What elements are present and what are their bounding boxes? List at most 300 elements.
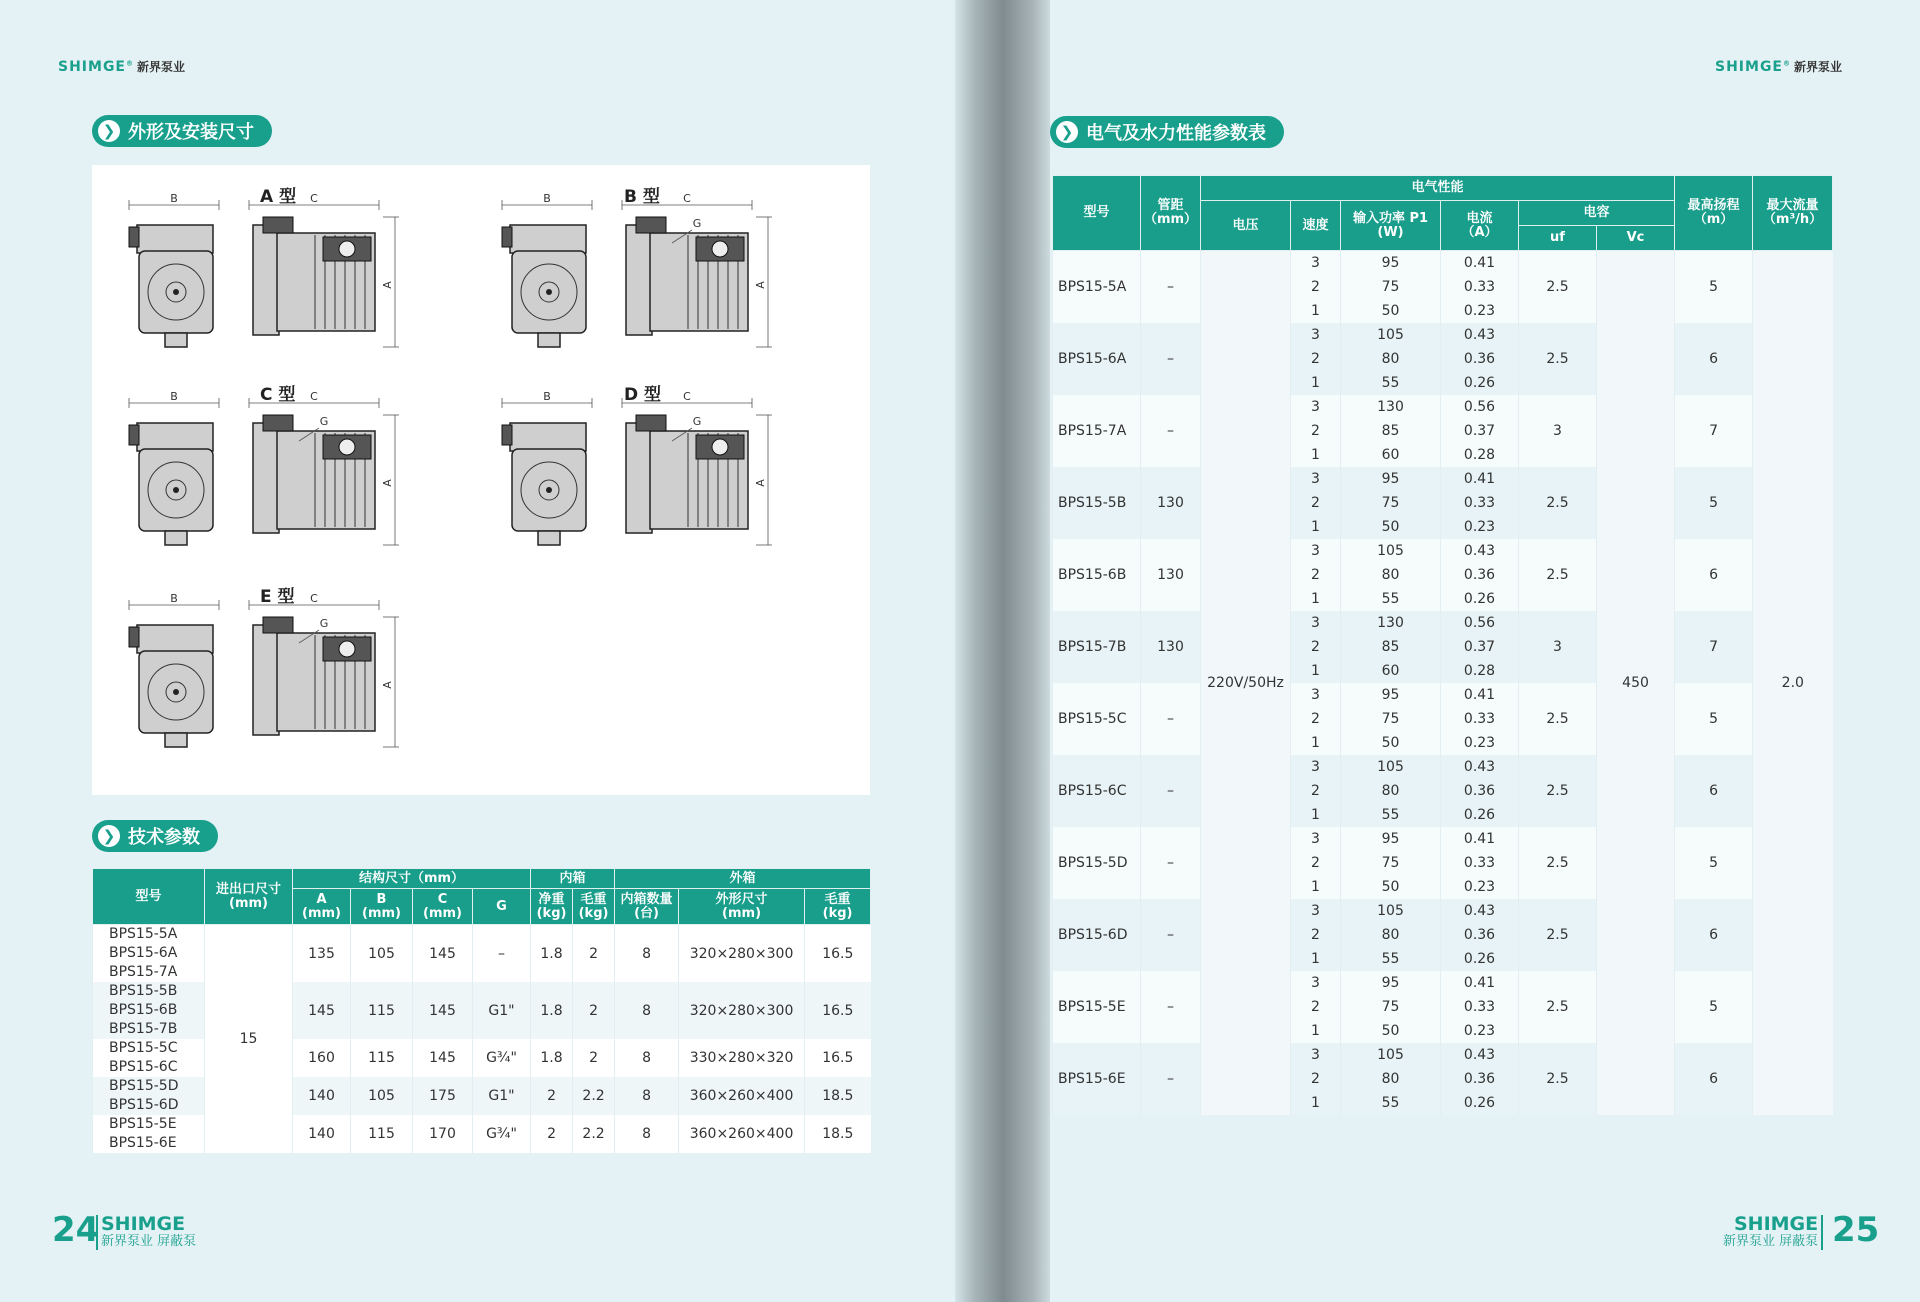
cell-power: 80	[1341, 923, 1441, 947]
svg-text:G: G	[692, 217, 702, 230]
cell-power: 75	[1341, 995, 1441, 1019]
model-list	[93, 1115, 205, 1153]
cell-b: 105	[351, 925, 413, 983]
cell-speed: 2	[1291, 851, 1341, 875]
cell-current: 0.23	[1441, 1019, 1519, 1043]
cell-power: 85	[1341, 419, 1441, 443]
capacitor-uf: 2.5	[1519, 683, 1597, 755]
cell-g: G¾"	[473, 1115, 531, 1153]
model-name: BPS15-6B	[109, 1002, 178, 1018]
cell-qty: 8	[615, 982, 679, 1039]
th-g: G	[473, 889, 531, 925]
svg-text:C: C	[310, 592, 318, 605]
th-qty: 内箱数量 (台)	[615, 889, 679, 925]
model-name: BPS15-7A	[1053, 395, 1141, 467]
th-model: 型号	[93, 869, 205, 925]
svg-text:A: A	[754, 281, 767, 289]
cell-power: 50	[1341, 515, 1441, 539]
capacitor-uf: 2.5	[1519, 467, 1597, 539]
cell-power: 80	[1341, 779, 1441, 803]
model-name: BPS15-5C	[109, 1040, 178, 1056]
cell-a: 160	[293, 1039, 351, 1077]
th-size: 外形尺寸 (mm)	[679, 889, 805, 925]
cell-current: 0.33	[1441, 275, 1519, 299]
cell-a: 135	[293, 925, 351, 983]
cell-speed: 3	[1291, 539, 1341, 563]
th-b: B (mm)	[351, 889, 413, 925]
capacitor-uf: 2.5	[1519, 539, 1597, 611]
cell-current: 0.33	[1441, 707, 1519, 731]
pipe-distance: –	[1141, 395, 1201, 467]
th-gross-inner: 毛重 (kg)	[573, 889, 615, 925]
cell-b: 115	[351, 982, 413, 1039]
cell-size: 320×280×300	[679, 925, 805, 983]
cell-power: 55	[1341, 587, 1441, 611]
cell-g: G1"	[473, 1077, 531, 1115]
th-capacitor: 电容	[1519, 201, 1675, 226]
model-name: BPS15-6E	[109, 1135, 177, 1151]
cell-power: 60	[1341, 443, 1441, 467]
cell-a: 145	[293, 982, 351, 1039]
model-name: BPS15-5D	[1053, 827, 1141, 899]
th-outer: 外箱	[615, 869, 871, 889]
cell-current: 0.37	[1441, 635, 1519, 659]
model-name: BPS15-5A	[1053, 251, 1141, 324]
chevron-right-icon: ❯	[98, 120, 120, 142]
capacitor-uf: 2.5	[1519, 971, 1597, 1043]
model-name: BPS15-6C	[1053, 755, 1141, 827]
cell-current: 0.23	[1441, 515, 1519, 539]
svg-text:C: C	[310, 390, 318, 403]
cell-power: 95	[1341, 827, 1441, 851]
th-pipe: 管距 （mm）	[1141, 176, 1201, 251]
pump-drawings	[92, 165, 870, 795]
cell-size: 360×260×400	[679, 1115, 805, 1153]
cell-speed: 1	[1291, 947, 1341, 971]
max-head: 6	[1675, 323, 1753, 395]
cell-gross: 2	[573, 982, 615, 1039]
cell-current: 0.26	[1441, 587, 1519, 611]
cell-net: 1.8	[531, 925, 573, 983]
model-name: BPS15-5E	[1053, 971, 1141, 1043]
pump-type-e	[129, 592, 399, 747]
model-name: BPS15-6E	[1053, 1043, 1141, 1115]
pipe-distance: –	[1141, 683, 1201, 755]
pump-type-b	[502, 192, 772, 347]
cell-current: 0.28	[1441, 443, 1519, 467]
cell-current: 0.43	[1441, 539, 1519, 563]
cell-current: 0.41	[1441, 827, 1519, 851]
pipe-distance: –	[1141, 755, 1201, 827]
cell-speed: 2	[1291, 995, 1341, 1019]
model-name: BPS15-6D	[109, 1097, 179, 1113]
footer-brand: SHIMGE 新界泵业 屏蔽泵	[1723, 1215, 1823, 1250]
cell-qty: 8	[615, 1039, 679, 1077]
cell-power: 60	[1341, 659, 1441, 683]
type-label-c: C 型	[260, 385, 296, 405]
th-c: C (mm)	[413, 889, 473, 925]
cell-current: 0.36	[1441, 1067, 1519, 1091]
cell-c: 145	[413, 925, 473, 983]
svg-text:B: B	[543, 390, 551, 403]
cell-power: 105	[1341, 755, 1441, 779]
th-a: A (mm)	[293, 889, 351, 925]
page-number: 25	[1832, 1210, 1880, 1250]
model-name: BPS15-5D	[109, 1078, 179, 1094]
cell-net: 1.8	[531, 982, 573, 1039]
svg-text:B: B	[170, 390, 178, 403]
cell-power: 105	[1341, 899, 1441, 923]
svg-text:G: G	[692, 415, 702, 428]
model-name: BPS15-6D	[1053, 899, 1141, 971]
model-list	[93, 982, 205, 1039]
cell-speed: 3	[1291, 899, 1341, 923]
cell-speed: 1	[1291, 371, 1341, 395]
svg-text:B: B	[170, 592, 178, 605]
type-label-a: A 型	[260, 187, 297, 207]
svg-text:G: G	[319, 415, 329, 428]
table-row	[1053, 539, 1833, 563]
cell-speed: 1	[1291, 443, 1341, 467]
cell-power: 130	[1341, 395, 1441, 419]
table-row	[1053, 1043, 1833, 1067]
max-head: 5	[1675, 971, 1753, 1043]
cell-current: 0.41	[1441, 971, 1519, 995]
th-voltage: 电压	[1201, 201, 1291, 251]
svg-text:C: C	[683, 390, 691, 403]
model-name: BPS15-5B	[109, 983, 178, 999]
cell-outer_gross: 16.5	[805, 1039, 871, 1077]
cell-power: 75	[1341, 275, 1441, 299]
cell-power: 105	[1341, 1043, 1441, 1067]
cell-speed: 3	[1291, 611, 1341, 635]
th-struct: 结构尺寸（mm）	[293, 869, 531, 889]
cell-size: 320×280×300	[679, 982, 805, 1039]
svg-text:A: A	[381, 681, 394, 689]
table-row	[1053, 395, 1833, 419]
cell-b: 115	[351, 1039, 413, 1077]
cell-current: 0.36	[1441, 563, 1519, 587]
cell-size: 360×260×400	[679, 1077, 805, 1115]
type-label-b: B 型	[624, 187, 660, 207]
capacitor-uf: 2.5	[1519, 251, 1597, 324]
cell-power: 80	[1341, 347, 1441, 371]
model-name: BPS15-5C	[1053, 683, 1141, 755]
cell-current: 0.33	[1441, 995, 1519, 1019]
table-row	[93, 925, 871, 983]
model-name: BPS15-6A	[109, 945, 178, 961]
th-uf: uf	[1519, 226, 1597, 251]
cell-current: 0.23	[1441, 731, 1519, 755]
cell-speed: 1	[1291, 1091, 1341, 1115]
th-model: 型号	[1053, 176, 1141, 251]
cell-current: 0.43	[1441, 323, 1519, 347]
table-row	[1053, 971, 1833, 995]
cell-power: 80	[1341, 563, 1441, 587]
cell-current: 0.56	[1441, 395, 1519, 419]
cell-speed: 1	[1291, 803, 1341, 827]
cell-a: 140	[293, 1115, 351, 1153]
page-gutter	[955, 0, 1055, 1302]
cell-current: 0.36	[1441, 779, 1519, 803]
cell-c: 170	[413, 1115, 473, 1153]
svg-text:A: A	[754, 479, 767, 487]
cell-speed: 2	[1291, 275, 1341, 299]
pipe-distance: 130	[1141, 467, 1201, 539]
cell-qty: 8	[615, 925, 679, 983]
cell-current: 0.26	[1441, 947, 1519, 971]
cell-speed: 3	[1291, 395, 1341, 419]
cell-b: 115	[351, 1115, 413, 1153]
cell-speed: 2	[1291, 347, 1341, 371]
model-list	[93, 925, 205, 983]
section-title-tech-params: ❯ 技术参数	[92, 820, 218, 852]
cell-c: 145	[413, 1039, 473, 1077]
th-head: 最高扬程 （m）	[1675, 176, 1753, 251]
cell-current: 0.37	[1441, 419, 1519, 443]
section-title-dimensions: ❯ 外形及安装尺寸	[92, 115, 272, 147]
cell-current: 0.41	[1441, 683, 1519, 707]
page-number: 24	[52, 1210, 100, 1250]
cell-power: 75	[1341, 851, 1441, 875]
pipe-distance: –	[1141, 1043, 1201, 1115]
type-label-e: E 型	[260, 587, 295, 607]
cell-speed: 1	[1291, 731, 1341, 755]
chevron-right-icon: ❯	[98, 825, 120, 847]
table-row	[1053, 683, 1833, 707]
cell-outer_gross: 16.5	[805, 925, 871, 983]
cell-power: 95	[1341, 683, 1441, 707]
cell-power: 55	[1341, 371, 1441, 395]
cell-speed: 1	[1291, 515, 1341, 539]
cell-power: 105	[1341, 539, 1441, 563]
cell-power: 50	[1341, 875, 1441, 899]
model-name: BPS15-7B	[109, 1021, 178, 1037]
type-label-d: D 型	[624, 385, 662, 405]
svg-text:G: G	[319, 617, 329, 630]
cell-power: 85	[1341, 635, 1441, 659]
pump-type-a	[129, 192, 399, 347]
max-head: 5	[1675, 467, 1753, 539]
cell-current: 0.43	[1441, 1043, 1519, 1067]
max-head: 5	[1675, 683, 1753, 755]
dimension-diagram	[92, 165, 870, 795]
cell-speed: 2	[1291, 563, 1341, 587]
cell-speed: 1	[1291, 875, 1341, 899]
cell-power: 95	[1341, 251, 1441, 276]
cell-size: 330×280×320	[679, 1039, 805, 1077]
chevron-right-icon: ❯	[1056, 121, 1078, 143]
model-name: BPS15-7B	[1053, 611, 1141, 683]
cell-current: 0.26	[1441, 803, 1519, 827]
model-name: BPS15-5A	[109, 926, 178, 942]
pipe-distance: –	[1141, 251, 1201, 324]
th-net: 净重 (kg)	[531, 889, 573, 925]
cell-speed: 3	[1291, 251, 1341, 276]
voltage-value: 220V/50Hz	[1201, 251, 1291, 1116]
cell-speed: 1	[1291, 659, 1341, 683]
table-row	[1053, 251, 1833, 276]
th-flow: 最大流量 （m³/h）	[1753, 176, 1833, 251]
cell-speed: 1	[1291, 299, 1341, 323]
cell-net: 2	[531, 1077, 573, 1115]
th-current: 电流 （A）	[1441, 201, 1519, 251]
cell-g: –	[473, 925, 531, 983]
table-row	[1053, 827, 1833, 851]
cell-g: G¾"	[473, 1039, 531, 1077]
cell-b: 105	[351, 1077, 413, 1115]
cell-current: 0.56	[1441, 611, 1519, 635]
cell-power: 105	[1341, 323, 1441, 347]
section-title-performance: ❯ 电气及水力性能参数表	[1050, 116, 1284, 148]
th-gross-outer: 毛重 (kg)	[805, 889, 871, 925]
max-head: 5	[1675, 827, 1753, 899]
cell-current: 0.26	[1441, 371, 1519, 395]
footer-brand: SHIMGE 新界泵业 屏蔽泵	[96, 1215, 196, 1250]
cell-a: 140	[293, 1077, 351, 1115]
cell-power: 80	[1341, 1067, 1441, 1091]
cell-power: 95	[1341, 467, 1441, 491]
cell-gross: 2	[573, 1039, 615, 1077]
brand-logo: SHIMGE® 新界泵业	[1715, 59, 1843, 75]
th-inner: 内箱	[531, 869, 615, 889]
cell-power: 50	[1341, 731, 1441, 755]
cell-g: G1"	[473, 982, 531, 1039]
cell-outer_gross: 18.5	[805, 1115, 871, 1153]
cell-speed: 3	[1291, 827, 1341, 851]
cell-speed: 3	[1291, 755, 1341, 779]
svg-text:B: B	[543, 192, 551, 205]
svg-text:B: B	[170, 192, 178, 205]
cell-gross: 2.2	[573, 1115, 615, 1153]
cell-speed: 2	[1291, 1067, 1341, 1091]
pipe-distance: –	[1141, 323, 1201, 395]
model-name: BPS15-6B	[1053, 539, 1141, 611]
table-row	[1053, 755, 1833, 779]
cell-speed: 1	[1291, 1019, 1341, 1043]
capacitor-uf: 2.5	[1519, 323, 1597, 395]
cell-current: 0.41	[1441, 251, 1519, 276]
cell-current: 0.23	[1441, 875, 1519, 899]
cell-speed: 1	[1291, 587, 1341, 611]
capacitor-uf: 2.5	[1519, 827, 1597, 899]
capacitor-uf: 2.5	[1519, 755, 1597, 827]
cell-current: 0.41	[1441, 467, 1519, 491]
pipe-distance: 130	[1141, 539, 1201, 611]
cell-current: 0.43	[1441, 755, 1519, 779]
cell-speed: 2	[1291, 419, 1341, 443]
cell-current: 0.33	[1441, 851, 1519, 875]
tech-params-table	[92, 868, 871, 1153]
inlet-size: 15	[205, 925, 293, 1154]
cell-c: 145	[413, 982, 473, 1039]
right-page	[1050, 0, 1920, 1302]
capacitor-uf: 2.5	[1519, 899, 1597, 971]
model-list	[93, 1039, 205, 1077]
brand-logo: SHIMGE® 新界泵业	[58, 59, 186, 75]
cell-current: 0.43	[1441, 899, 1519, 923]
capacitor-uf: 2.5	[1519, 1043, 1597, 1115]
max-flow: 2.0	[1753, 251, 1833, 1116]
cell-net: 2	[531, 1115, 573, 1153]
max-head: 6	[1675, 539, 1753, 611]
pump-type-c	[129, 390, 399, 545]
cell-speed: 3	[1291, 1043, 1341, 1067]
pipe-distance: –	[1141, 899, 1201, 971]
th-electrical: 电气性能	[1201, 176, 1675, 201]
cell-power: 55	[1341, 947, 1441, 971]
th-vc: Vc	[1597, 226, 1675, 251]
cell-current: 0.26	[1441, 1091, 1519, 1115]
th-speed: 速度	[1291, 201, 1341, 251]
svg-text:C: C	[683, 192, 691, 205]
cell-power: 95	[1341, 971, 1441, 995]
cell-net: 1.8	[531, 1039, 573, 1077]
max-head: 7	[1675, 395, 1753, 467]
table-row	[1053, 611, 1833, 635]
cell-gross: 2	[573, 925, 615, 983]
cell-speed: 3	[1291, 467, 1341, 491]
capacitor-uf: 3	[1519, 611, 1597, 683]
cell-speed: 3	[1291, 323, 1341, 347]
cell-current: 0.28	[1441, 659, 1519, 683]
cell-current: 0.36	[1441, 347, 1519, 371]
pump-type-d	[502, 390, 772, 545]
pipe-distance: –	[1141, 971, 1201, 1043]
max-head: 7	[1675, 611, 1753, 683]
pipe-distance: 130	[1141, 611, 1201, 683]
performance-table	[1052, 175, 1833, 1115]
cell-power: 130	[1341, 611, 1441, 635]
capacitor-vc: 450	[1597, 251, 1675, 1116]
cell-speed: 2	[1291, 491, 1341, 515]
cell-speed: 2	[1291, 923, 1341, 947]
table-row	[1053, 467, 1833, 491]
table-row	[1053, 323, 1833, 347]
model-name: BPS15-6A	[1053, 323, 1141, 395]
cell-power: 75	[1341, 707, 1441, 731]
cell-c: 175	[413, 1077, 473, 1115]
model-list	[93, 1077, 205, 1115]
th-power: 输入功率 P1 (W)	[1341, 201, 1441, 251]
svg-text:A: A	[381, 479, 394, 487]
cell-current: 0.33	[1441, 491, 1519, 515]
cell-qty: 8	[615, 1077, 679, 1115]
cell-speed: 2	[1291, 707, 1341, 731]
model-name: BPS15-6C	[109, 1059, 178, 1075]
capacitor-uf: 3	[1519, 395, 1597, 467]
cell-power: 50	[1341, 1019, 1441, 1043]
max-head: 5	[1675, 251, 1753, 324]
pipe-distance: –	[1141, 827, 1201, 899]
model-name: BPS15-5E	[109, 1116, 177, 1132]
cell-gross: 2.2	[573, 1077, 615, 1115]
cell-current: 0.36	[1441, 923, 1519, 947]
cell-power: 75	[1341, 491, 1441, 515]
cell-power: 50	[1341, 299, 1441, 323]
cell-speed: 2	[1291, 779, 1341, 803]
cell-outer_gross: 16.5	[805, 982, 871, 1039]
cell-outer_gross: 18.5	[805, 1077, 871, 1115]
table-row	[1053, 899, 1833, 923]
cell-speed: 2	[1291, 635, 1341, 659]
cell-power: 55	[1341, 803, 1441, 827]
svg-text:A: A	[381, 281, 394, 289]
th-inlet: 进出口尺寸 (mm)	[205, 869, 293, 925]
max-head: 6	[1675, 899, 1753, 971]
cell-current: 0.23	[1441, 299, 1519, 323]
max-head: 6	[1675, 1043, 1753, 1115]
